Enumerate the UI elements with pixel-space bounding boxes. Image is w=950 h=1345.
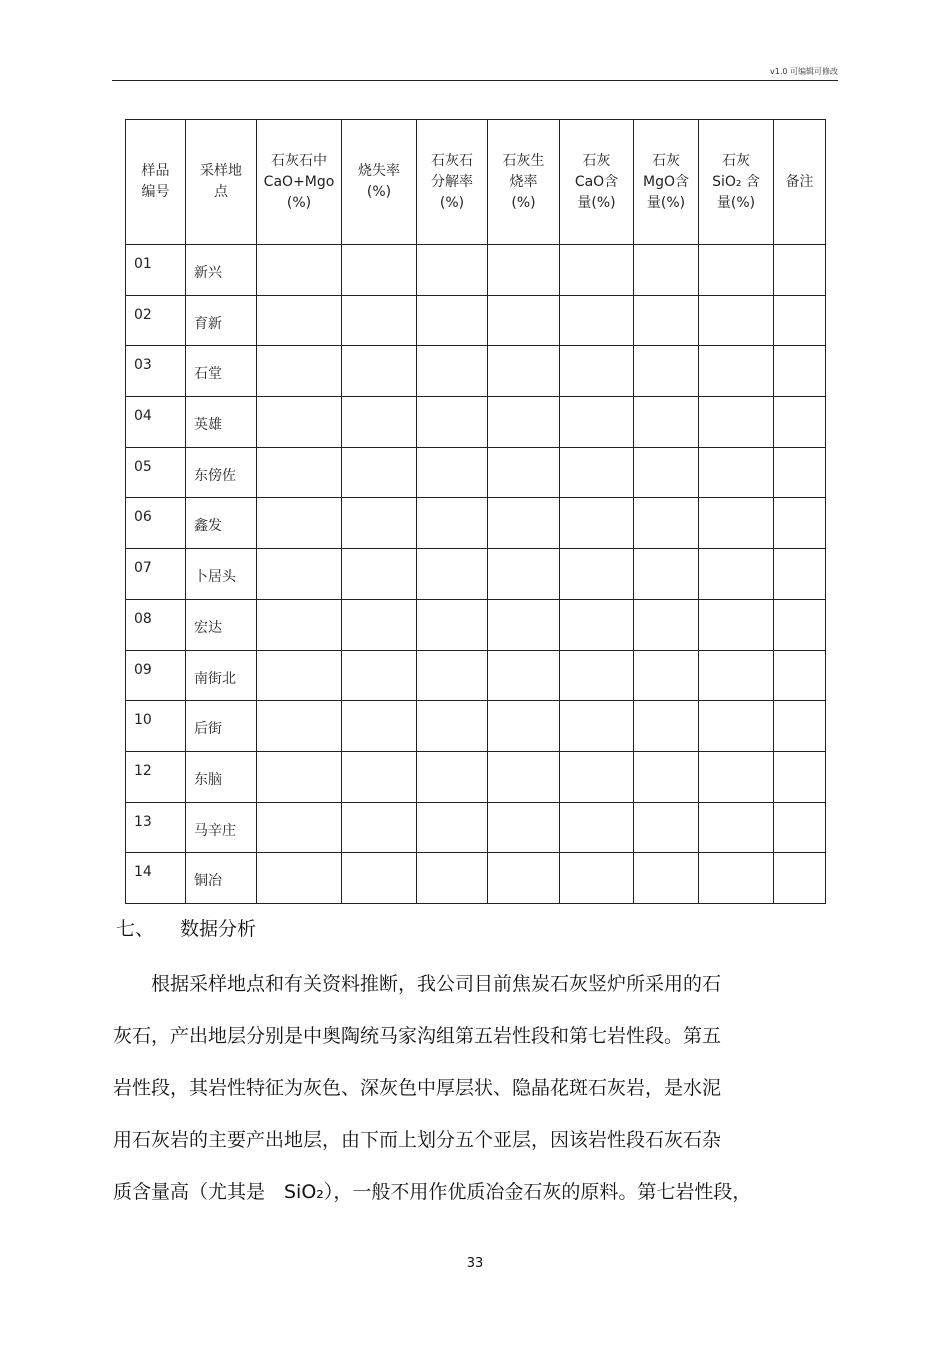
column-header-line: 点 [214,184,228,200]
sample-id: 05 [134,458,152,475]
table-cell [126,853,186,904]
table-cell [560,701,634,752]
table-cell [257,751,342,802]
sample-location: 南街北 [194,670,236,687]
sample-id: 04 [134,408,152,425]
table-cell [342,245,417,296]
table-cell [342,701,417,752]
column-header-line: 石灰生 [502,152,545,169]
table-cell [126,599,186,650]
table-cell [488,346,560,397]
table-cell [186,599,257,650]
table-cell [560,853,634,904]
page-number: 33 [466,1256,484,1271]
table-cell [186,701,257,752]
table-cell [488,245,560,296]
table-row [126,650,826,701]
column-header-line: 石灰石 [431,152,473,169]
table-cell [774,650,826,701]
sample-location: 东脑 [194,771,222,788]
table-cell [699,751,774,802]
table-row [126,498,826,549]
table-cell [699,599,774,650]
table-cell [257,650,342,701]
table-cell [560,751,634,802]
table-row [126,447,826,498]
table-cell [342,295,417,346]
table-row [126,346,826,397]
table-cell [488,802,560,853]
table-cell [257,549,342,600]
sample-location: 东傍佐 [194,467,236,484]
table-cell [560,295,634,346]
column-header-line: (%) [439,194,465,211]
table-row [126,295,826,346]
column-header [417,120,488,245]
sample-id: 09 [134,661,152,678]
table-cell [774,295,826,346]
table-cell [634,346,699,397]
table-cell [488,599,560,650]
table-cell [634,802,699,853]
column-header-line: SiO₂ 含 [712,173,760,190]
table-cell [699,701,774,752]
sample-location: 石堂 [194,366,222,383]
table-cell [634,295,699,346]
table-cell [634,701,699,752]
column-header-line: 编号 [141,184,170,200]
column-header-line: 备注 [785,173,814,190]
table-cell [634,650,699,701]
table-cell [417,701,488,752]
column-header [560,120,634,245]
table-cell [774,498,826,549]
table-header-row [126,120,826,245]
table-cell [417,751,488,802]
table-cell [417,295,488,346]
paragraph-line: 根据采样地点和有关资料推断，我公司目前焦炭石灰竖炉所采用的石 [113,973,722,995]
table-cell [774,346,826,397]
table-cell [560,599,634,650]
table-cell [186,498,257,549]
table-cell [634,599,699,650]
table-cell [342,346,417,397]
table-cell [774,701,826,752]
table-cell [774,802,826,853]
table-cell [634,447,699,498]
sample-location: 英雄 [194,417,222,434]
section-title: 数据分析 [180,918,257,940]
table-cell [186,650,257,701]
table-cell [342,751,417,802]
table-cell [126,701,186,752]
table-cell [417,853,488,904]
table-cell [417,549,488,600]
table-cell [126,397,186,448]
table-cell [257,447,342,498]
table-cell [488,295,560,346]
column-header [488,120,560,245]
column-header-line: 烧率 [509,173,538,190]
table-cell [186,397,257,448]
table-cell [774,599,826,650]
table-cell [342,549,417,600]
table-cell [560,802,634,853]
column-header-line: 烧失率 [358,163,400,179]
table-cell [699,447,774,498]
table-cell [560,397,634,448]
table-cell [126,447,186,498]
column-header-line: (%) [366,184,392,200]
section-number: 七、 [116,918,155,940]
table-cell [774,853,826,904]
paragraph-line: 岩性段，其岩性特征为灰色、深灰色中厚层状、隐晶花斑石灰岩，是水泥 [113,1077,722,1099]
table-cell [488,549,560,600]
table-cell [634,549,699,600]
table-cell [417,498,488,549]
table-cell [186,549,257,600]
column-header-line: 量(%) [577,194,616,211]
column-header [634,120,699,245]
sample-table [125,119,826,904]
table-cell [774,447,826,498]
table-row [126,599,826,650]
table-cell [257,853,342,904]
table-cell [126,346,186,397]
table-cell [699,549,774,600]
table-cell [560,245,634,296]
sample-id: 10 [134,712,152,729]
table-cell [634,498,699,549]
table-cell [186,802,257,853]
table-cell [417,599,488,650]
table-cell [126,498,186,549]
table-cell [560,498,634,549]
table-cell [699,295,774,346]
table-cell [342,498,417,549]
table-cell [417,397,488,448]
table-cell [186,245,257,296]
table-cell [634,397,699,448]
sample-location: 铜冶 [194,873,222,890]
column-header [699,120,774,245]
column-header [342,120,417,245]
header-rule [112,80,838,81]
table-cell [699,853,774,904]
column-header-line: CaO含 [574,173,619,190]
sample-id: 13 [134,813,152,830]
section-heading [116,914,256,941]
sample-location: 宏达 [194,619,222,636]
column-header-line: 样品 [141,163,170,179]
sample-location: 育新 [194,315,222,332]
body-paragraph [113,958,793,1218]
table-cell [774,549,826,600]
table-cell [774,751,826,802]
column-header [186,120,257,245]
table-cell [634,751,699,802]
table-row [126,701,826,752]
table-cell [186,447,257,498]
table-cell [417,802,488,853]
table-cell [560,549,634,600]
table-cell [342,853,417,904]
table-cell [257,397,342,448]
paragraph-line: 灰石，产出地层分别是中奥陶统马家沟组第五岩性段和第七岩性段。第五 [113,1025,722,1047]
table-cell [257,498,342,549]
table-cell [186,295,257,346]
table-cell [126,751,186,802]
table-cell [126,245,186,296]
column-header-line: 石灰 [722,152,750,169]
table-cell [342,599,417,650]
column-header [774,120,826,245]
table-cell [186,751,257,802]
header-note: v1.0 可编辑可修改 [770,67,838,76]
table-cell [186,853,257,904]
table-cell [257,245,342,296]
table-cell [417,346,488,397]
table-cell [699,498,774,549]
table-cell [186,346,257,397]
table-row [126,397,826,448]
table-cell [126,295,186,346]
sample-location: 鑫发 [194,518,222,535]
table-cell [699,650,774,701]
paragraph-line: 用石灰岩的主要产出地层，由下而上划分五个亚层，因该岩性段石灰石杂 [113,1129,722,1151]
column-header [257,120,342,245]
column-header [126,120,186,245]
table-cell [257,346,342,397]
sample-location: 后街 [194,721,222,738]
table-row [126,802,826,853]
table-cell [560,650,634,701]
table-cell [126,802,186,853]
table-cell [488,751,560,802]
column-header-line: 石灰 [652,152,680,169]
sample-location: 新兴 [194,265,222,281]
sample-id: 06 [134,509,152,526]
table-cell [342,802,417,853]
table-cell [126,549,186,600]
table-cell [699,802,774,853]
column-header-line: 石灰 [582,152,611,169]
table-cell [417,245,488,296]
table-cell [257,599,342,650]
column-header-line: MgO含 [643,173,689,190]
table-cell [634,245,699,296]
sample-id: 03 [134,357,152,374]
table-cell [699,397,774,448]
column-header-line: (%) [286,194,312,211]
sample-id: 01 [134,256,152,272]
table-cell [488,498,560,549]
table-cell [699,245,774,296]
table-cell [342,397,417,448]
table-row [126,751,826,802]
sample-location: 马辛庄 [194,822,236,839]
column-header-line: 量(%) [646,194,686,211]
table-cell [342,447,417,498]
sample-id: 07 [134,560,152,577]
sample-id: 08 [134,610,152,627]
table-cell [257,295,342,346]
sample-id: 12 [134,762,152,779]
column-header-line: 量(%) [716,194,756,211]
table-cell [488,447,560,498]
table-cell [417,650,488,701]
table-cell [126,650,186,701]
table-cell [488,853,560,904]
sample-id: 02 [134,306,152,323]
table-cell [560,346,634,397]
table-cell [634,853,699,904]
column-header-line: (%) [511,194,536,211]
table-cell [488,701,560,752]
paragraph-line: 质含量高（尤其是 SiO₂），一般不用作优质冶金石灰的原料。第七岩性段， [113,1181,752,1203]
table-cell [342,650,417,701]
column-header-line: 分解率 [431,173,473,190]
table-row [126,245,826,296]
table-cell [257,701,342,752]
table-cell [417,447,488,498]
table-cell [488,650,560,701]
column-header-line: 石灰石中 [271,152,327,169]
column-header-line: 采样地 [200,163,242,179]
table-cell [774,397,826,448]
column-header-line: CaO+Mgo [263,173,335,190]
table-row [126,853,826,904]
table-cell [257,802,342,853]
sample-location: 卜居头 [194,569,236,586]
table-cell [560,447,634,498]
table-cell [699,346,774,397]
sample-id: 14 [134,864,152,881]
table-cell [488,397,560,448]
table-row [126,549,826,600]
table-cell [774,245,826,296]
